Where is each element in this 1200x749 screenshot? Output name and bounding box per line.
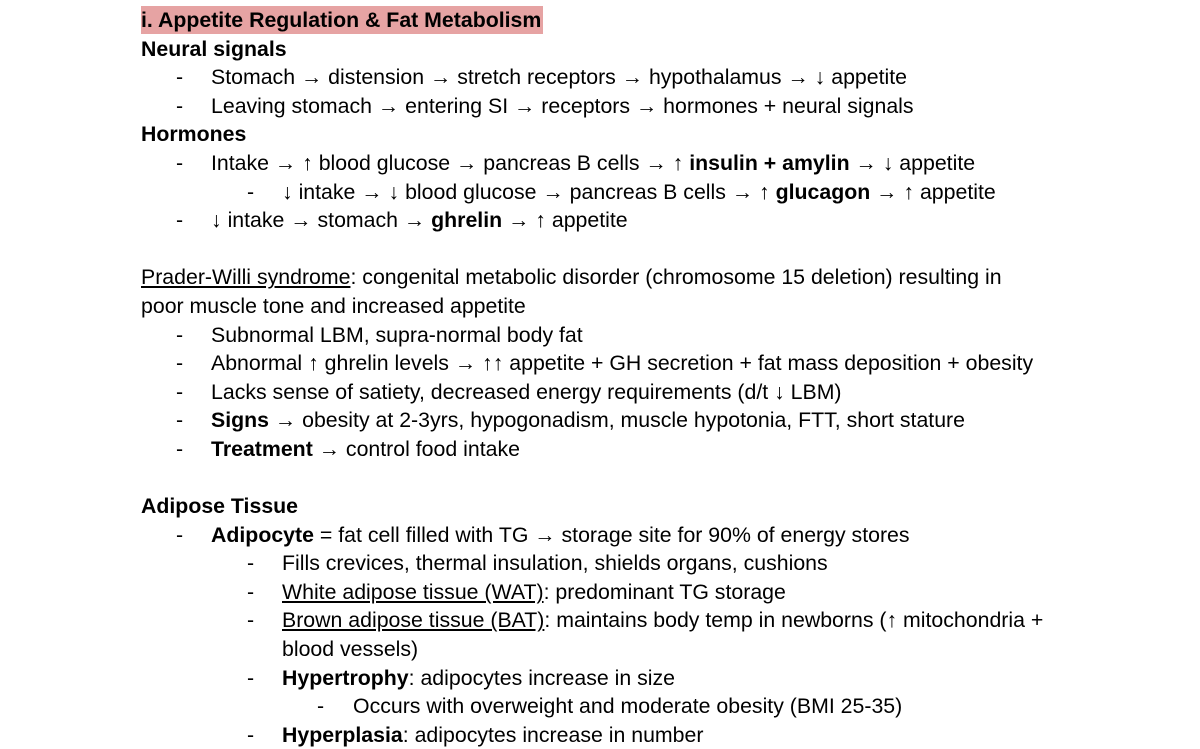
bullet-dash: - [247, 722, 255, 747]
list-item [141, 692, 1161, 721]
list-item [141, 378, 1161, 407]
list-item [141, 321, 1161, 350]
bullet-dash: - [176, 208, 184, 233]
bold-term: glucagon [775, 179, 871, 204]
list-item [141, 606, 1161, 635]
list-item-text [211, 435, 520, 464]
bullet-dash: - [176, 522, 184, 547]
list-item [141, 578, 1161, 607]
bold-term: Adipocyte [211, 522, 314, 547]
list-item-text [282, 721, 703, 749]
list-item-text: blood vessels) [282, 637, 419, 662]
list-item [141, 63, 1161, 92]
prader-willi-definition [141, 263, 1161, 292]
prader-willi-term: Prader-Willi syndrome [141, 265, 351, 290]
list-item [141, 406, 1161, 435]
list-item [141, 435, 1161, 464]
list-item-text [282, 178, 996, 207]
bold-term: insulin + amylin [689, 150, 850, 175]
text-run: = fat cell filled with TG → storage site for 90% of energy stores [313, 522, 910, 547]
text-run: : congenital metabolic disorder (chromosome 15 deletion) resulting in [350, 265, 1002, 290]
section-title-line [141, 6, 1161, 35]
list-item-cont [141, 635, 1161, 664]
list-item [141, 521, 1161, 550]
list-item-text: Abnormal ↑ ghrelin levels → ↑↑ appetite + GH secretion + fat mass deposition + obesity [211, 351, 1034, 376]
bold-term: Hypertrophy [282, 665, 409, 690]
bullet-dash: - [176, 65, 184, 90]
list-item-text [282, 664, 675, 693]
underlined-term: White adipose tissue (WAT) [282, 579, 544, 604]
list-item-text [282, 578, 786, 607]
text-run: ↓ intake → stomach → [211, 208, 432, 233]
neural-signals-heading: Neural signals [141, 36, 287, 61]
list-item-text: Leaving stomach → entering SI → receptors → hormones + neural signals [211, 93, 914, 118]
bold-term: Treatment [211, 436, 313, 461]
list-item [141, 206, 1161, 235]
bullet-dash: - [247, 179, 255, 204]
list-item-text [211, 206, 628, 235]
list-item [141, 178, 1161, 207]
bullet-dash: - [176, 322, 184, 347]
bold-term: ghrelin [431, 208, 503, 233]
hormones-heading: Hormones [141, 122, 247, 147]
list-item-text [211, 406, 965, 435]
text-run: : adipocytes increase in size [408, 665, 675, 690]
bullet-dash: - [176, 379, 184, 404]
list-item-text [211, 149, 975, 178]
text-run: : maintains body temp in newborns (↑ mitochondria + [544, 608, 1044, 633]
bullet-dash: - [176, 150, 184, 175]
text-run: → obesity at 2-3yrs, hypogonadism, muscle hypotonia, FTT, short stature [268, 408, 965, 433]
text-run: → control food intake [312, 436, 520, 461]
underlined-term: Brown adipose tissue (BAT) [282, 608, 545, 633]
list-item-text: Subnormal LBM, supra-normal body fat [211, 322, 583, 347]
bullet-dash: - [247, 608, 255, 633]
text-run: → ↑ appetite [870, 179, 996, 204]
list-item [141, 664, 1161, 693]
list-item-text: Fills crevices, thermal insulation, shields organs, cushions [282, 551, 828, 576]
spacer [141, 464, 1161, 493]
bullet-dash: - [317, 694, 325, 719]
list-item-text: Occurs with overweight and moderate obesity (BMI 25-35) [353, 694, 903, 719]
text-run: → ↑ appetite [502, 208, 628, 233]
adipose-tissue-heading: Adipose Tissue [141, 494, 299, 519]
bullet-dash: - [176, 408, 184, 433]
document-page [141, 6, 1161, 747]
bullet-dash: - [176, 351, 184, 376]
text-run: Intake → ↑ blood glucose → pancreas B cells → ↑ [211, 150, 690, 175]
text-run: : adipocytes increase in number [402, 722, 704, 747]
bold-term: Hyperplasia [282, 722, 403, 747]
list-item-partial [141, 721, 1161, 747]
spacer [141, 235, 1161, 264]
text-run: ↓ intake → ↓ blood glucose → pancreas B cells → ↑ [282, 179, 776, 204]
bullet-dash: - [176, 93, 184, 118]
list-item [141, 149, 1161, 178]
list-item [141, 549, 1161, 578]
section-title: i. Appetite Regulation & Fat Metabolism [141, 8, 542, 32]
bullet-dash: - [247, 551, 255, 576]
bullet-dash: - [247, 579, 255, 604]
bold-term: Signs [211, 408, 269, 433]
list-item [141, 349, 1161, 378]
text-run: : predominant TG storage [543, 579, 786, 604]
text-run: → ↓ appetite [849, 150, 976, 175]
list-item-text [282, 606, 1043, 635]
list-item-text: Lacks sense of satiety, decreased energy requirements (d/t ↓ LBM) [211, 379, 842, 404]
prader-willi-definition-cont: poor muscle tone and increased appetite [141, 293, 526, 318]
bullet-dash: - [247, 665, 255, 690]
list-item-text: Stomach → distension → stretch receptors → hypothalamus → ↓ appetite [211, 65, 908, 90]
list-item-text [211, 521, 910, 550]
list-item [141, 92, 1161, 121]
bullet-dash: - [176, 436, 184, 461]
